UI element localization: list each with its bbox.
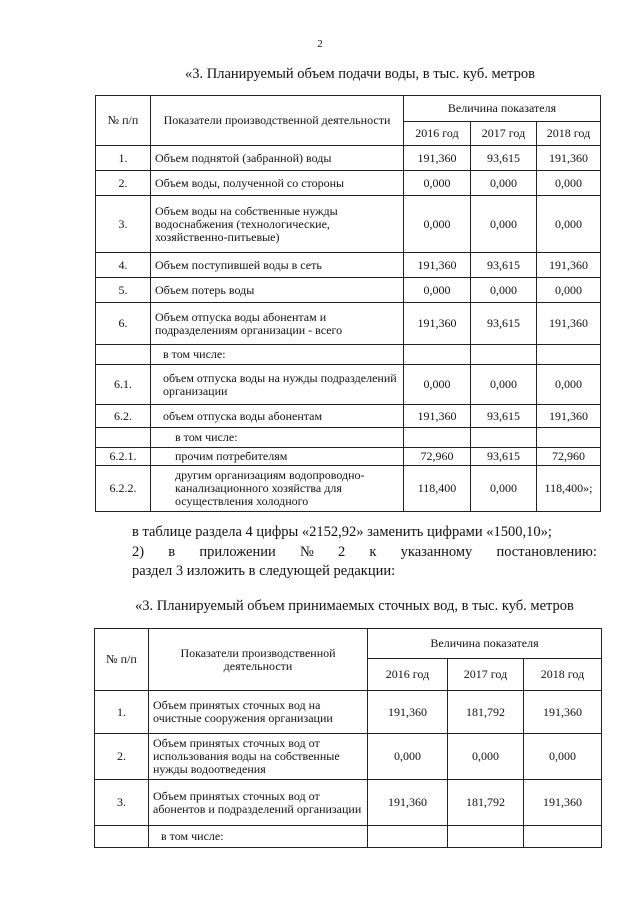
value-cell <box>537 428 601 448</box>
value-cell: 93,615 <box>471 253 537 278</box>
paragraph-word: 2 <box>337 544 346 560</box>
table-row <box>96 466 601 512</box>
value-cell: 118,400 <box>404 466 471 512</box>
wastewater-table <box>94 628 602 848</box>
row-num <box>96 428 151 448</box>
paragraph-2-line-1 <box>132 543 597 562</box>
value-cell: 191,360 <box>404 405 471 428</box>
row-num: 3. <box>95 780 149 826</box>
value-cell: 0,000 <box>471 278 537 303</box>
value-cell: 191,360 <box>404 253 471 278</box>
table1-title: «3. Планируемый объем подачи воды, в тыс. куб. метров <box>185 66 535 82</box>
header-year: 2018 год <box>524 659 602 691</box>
row-name: в том числе: <box>149 826 368 848</box>
value-cell <box>368 826 448 848</box>
page-number: 2 <box>317 38 323 50</box>
value-cell: 0,000 <box>404 365 471 405</box>
header-indicators: Показатели производственной деятельности <box>151 96 404 146</box>
value-cell: 191,360 <box>404 303 471 345</box>
value-cell: 0,000 <box>404 196 471 253</box>
row-num: 6.1. <box>96 365 151 405</box>
row-name: Объем принятых сточных вод от абонентов и подразделений организации <box>149 780 368 826</box>
value-cell: 93,615 <box>471 448 537 466</box>
value-cell: 191,360 <box>368 691 448 734</box>
value-cell: 0,000 <box>471 466 537 512</box>
row-name: объем отпуска воды абонентам <box>151 405 404 428</box>
row-num: 3. <box>96 196 151 253</box>
value-cell: 0,000 <box>471 196 537 253</box>
value-cell <box>404 428 471 448</box>
row-name: Объем воды на собственные нужды водоснабжения (технологические, хозяйственно-питьевые) <box>151 196 404 253</box>
row-num: 6. <box>96 303 151 345</box>
table2-title: «3. Планируемый объем принимаемых сточных вод, в тыс. куб. метров <box>135 598 574 614</box>
header-year: 2017 год <box>448 659 524 691</box>
row-num: 2. <box>96 171 151 196</box>
paragraph-2-line-2: раздел 3 изложить в следующей редакции: <box>132 563 396 579</box>
table-row <box>95 734 602 780</box>
paragraph-word: постановлению: <box>496 544 597 560</box>
header-value-group: Величина показателя <box>368 629 602 659</box>
paragraph-word: приложении <box>199 544 276 560</box>
row-name: другим организациям водопроводно-канализационного хозяйства для осуществления холодного <box>151 466 404 512</box>
paragraph-word: 2) <box>132 544 145 560</box>
row-name: объем отпуска воды на нужды подразделений организации <box>151 365 404 405</box>
value-cell: 0,000 <box>524 734 602 780</box>
row-name: Объем поступившей воды в сеть <box>151 253 404 278</box>
table-row <box>96 345 601 365</box>
value-cell <box>471 345 537 365</box>
value-cell: 0,000 <box>404 171 471 196</box>
value-cell: 0,000 <box>471 171 537 196</box>
value-cell: 72,960 <box>537 448 601 466</box>
header-year: 2016 год <box>368 659 448 691</box>
row-name: в том числе: <box>151 345 404 365</box>
row-name: Объем принятых сточных вод от использования воды на собственные нужды водоотведения <box>149 734 368 780</box>
value-cell: 0,000 <box>448 734 524 780</box>
row-num: 2. <box>95 734 149 780</box>
value-cell <box>471 428 537 448</box>
table-row <box>96 303 601 345</box>
table-row <box>96 428 601 448</box>
amendment-paragraph-1: в таблице раздела 4 цифры «2152,92» заменить цифрами «1500,10»; <box>132 524 552 540</box>
header-num: № п/п <box>96 96 151 146</box>
table-row <box>96 253 601 278</box>
table-row <box>96 365 601 405</box>
row-name: Объем отпуска воды абонентам и подразделениям организации - всего <box>151 303 404 345</box>
value-cell: 0,000 <box>537 365 601 405</box>
row-num: 6.2. <box>96 405 151 428</box>
value-cell: 93,615 <box>471 405 537 428</box>
header-year: 2017 год <box>471 122 537 146</box>
table-row <box>96 405 601 428</box>
table-row <box>96 448 601 466</box>
row-num <box>95 826 149 848</box>
value-cell: 191,360 <box>368 780 448 826</box>
value-cell: 191,360 <box>404 146 471 171</box>
value-cell: 191,360 <box>537 146 601 171</box>
value-cell: 191,360 <box>537 303 601 345</box>
row-name: Объем поднятой (забранной) воды <box>151 146 404 171</box>
paragraph-word: № <box>299 544 314 560</box>
table-row <box>95 826 602 848</box>
value-cell <box>448 826 524 848</box>
value-cell <box>524 826 602 848</box>
row-name: прочим потребителям <box>151 448 404 466</box>
value-cell: 0,000 <box>537 196 601 253</box>
value-cell: 72,960 <box>404 448 471 466</box>
value-cell: 0,000 <box>404 278 471 303</box>
value-cell: 0,000 <box>368 734 448 780</box>
water-supply-table <box>95 95 601 512</box>
row-num: 5. <box>96 278 151 303</box>
row-num: 1. <box>96 146 151 171</box>
row-name: Объем воды, полученной со стороны <box>151 171 404 196</box>
value-cell: 93,615 <box>471 303 537 345</box>
value-cell: 0,000 <box>471 365 537 405</box>
header-indicators: Показатели производственной деятельности <box>149 629 368 691</box>
paragraph-word: к <box>369 544 377 560</box>
row-num: 6.2.2. <box>96 466 151 512</box>
header-year: 2018 год <box>537 122 601 146</box>
value-cell <box>537 345 601 365</box>
row-num: 1. <box>95 691 149 734</box>
table-row <box>96 278 601 303</box>
row-num: 6.2.1. <box>96 448 151 466</box>
value-cell: 191,360 <box>524 691 602 734</box>
value-cell <box>404 345 471 365</box>
value-cell: 191,360 <box>537 405 601 428</box>
value-cell: 0,000 <box>537 171 601 196</box>
amendment-paragraph-2 <box>132 543 597 581</box>
row-name: в том числе: <box>151 428 404 448</box>
paragraph-word: указанному <box>400 544 473 560</box>
table-row <box>96 171 601 196</box>
table-row <box>95 780 602 826</box>
header-year: 2016 год <box>404 122 471 146</box>
table-row <box>96 196 601 253</box>
value-cell: 191,360 <box>537 253 601 278</box>
value-cell: 0,000 <box>537 278 601 303</box>
value-cell: 118,400»; <box>537 466 601 512</box>
value-cell: 191,360 <box>524 780 602 826</box>
row-num <box>96 345 151 365</box>
table-row <box>95 691 602 734</box>
value-cell: 181,792 <box>448 780 524 826</box>
header-value-group: Величина показателя <box>404 96 601 122</box>
header-num: № п/п <box>95 629 149 691</box>
row-num: 4. <box>96 253 151 278</box>
row-name: Объем принятых сточных вод на очистные сооружения организации <box>149 691 368 734</box>
paragraph-word: в <box>168 544 176 560</box>
value-cell: 93,615 <box>471 146 537 171</box>
table-row <box>96 146 601 171</box>
value-cell: 181,792 <box>448 691 524 734</box>
row-name: Объем потерь воды <box>151 278 404 303</box>
